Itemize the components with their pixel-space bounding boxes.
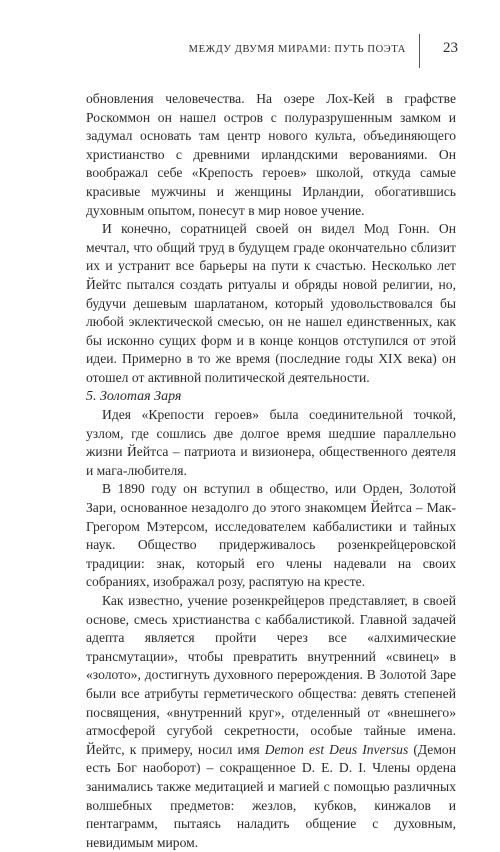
running-head: МЕЖДУ ДВУМЯ МИРАМИ: ПУТЬ ПОЭТА	[188, 44, 406, 55]
paragraph-5-start: Как известно, учение розенкрейцеров представляет, в своей основе, смесь христианства с каббалистикой. Главной задачей адепта является пройти через все «алхимические трансмутации», чтобы превратить внутренний «свинец» в «золото», достигнуть духовного перерождения. В Золотой Заре были все атрибуты герметического общества: девять степеней посвящения, «внутренний круг», отделенный от «внешнего» атмосферой сугубой секретности, особые тайные имена. Йейтс, к примеру, носил имя	[86, 593, 456, 757]
latin-name: Demon est Deus Inversus	[264, 741, 409, 757]
header-divider	[419, 34, 420, 68]
paragraph-2: И конечно, соратницей своей он видел Мод Гонн. Он мечтал, что общий труд в будущем граде окончательно сблизит их и устранит все барьеры на пути к счастью. Несколько лет Йейтс пытался создать ритуалы и обряды новой религии, но, будучи дешевым шарлатаном, который удовольствовался бы любой эклектической смесью, он не нашел единственных, как бы исконно сущих форм и в конце концов отступился от этой идеи. Примерно в то же время (последние годы XIX века) он отошел от активной политической деятельности.	[86, 221, 456, 385]
paragraph-1: обновления человечества. На озере Лох-Кей в графстве Роскоммон он нашел остров с полуразрушенным замком и задумал основать там центр нового культа, объединяющего христианство с древними ирландскими верованиями. Он воображал себе «Крепость героев» школой, откуда самые красивые мужчины и женщины Ирландии, обогатившись духовным опытом, понесут в мир новое учение.	[86, 91, 456, 218]
section-title: 5. Золотая Заря	[86, 388, 182, 404]
page-header	[86, 34, 458, 66]
paragraph-3: Идея «Крепости героев» была соединительной точкой, узлом, где сошлись две долгое время шедшие параллельно жизни Йейтса – патриота и визионера, общественного деятеля и мага-любителя.	[86, 407, 456, 478]
paragraph-5	[86, 592, 456, 852]
body-text	[86, 90, 456, 852]
paragraph-5-end: (Демон есть Бог наоборот) – сокращенное D. E. D. I. Члены ордена занимались также медитацией и магией с помощью различных волшебных предметов: жезлов, кубков, кинжалов и пентаграмм, пытаясь наладить общение с духовным, невидимым миром.	[86, 741, 457, 850]
page-number: 23	[443, 40, 458, 56]
paragraph-4: В 1890 году он вступил в общество, или Орден, Золотой Зари, основанное незадолго до этого знакомцем Йейтса – Мак-Грегором Мэтерсом, исследователем каббалистики и тайных наук. Общество придерживалось розенкрейцеровской традиции: знак, который его члены надевали на своих собраниях, изображал розу, распятую на кресте.	[86, 481, 456, 590]
